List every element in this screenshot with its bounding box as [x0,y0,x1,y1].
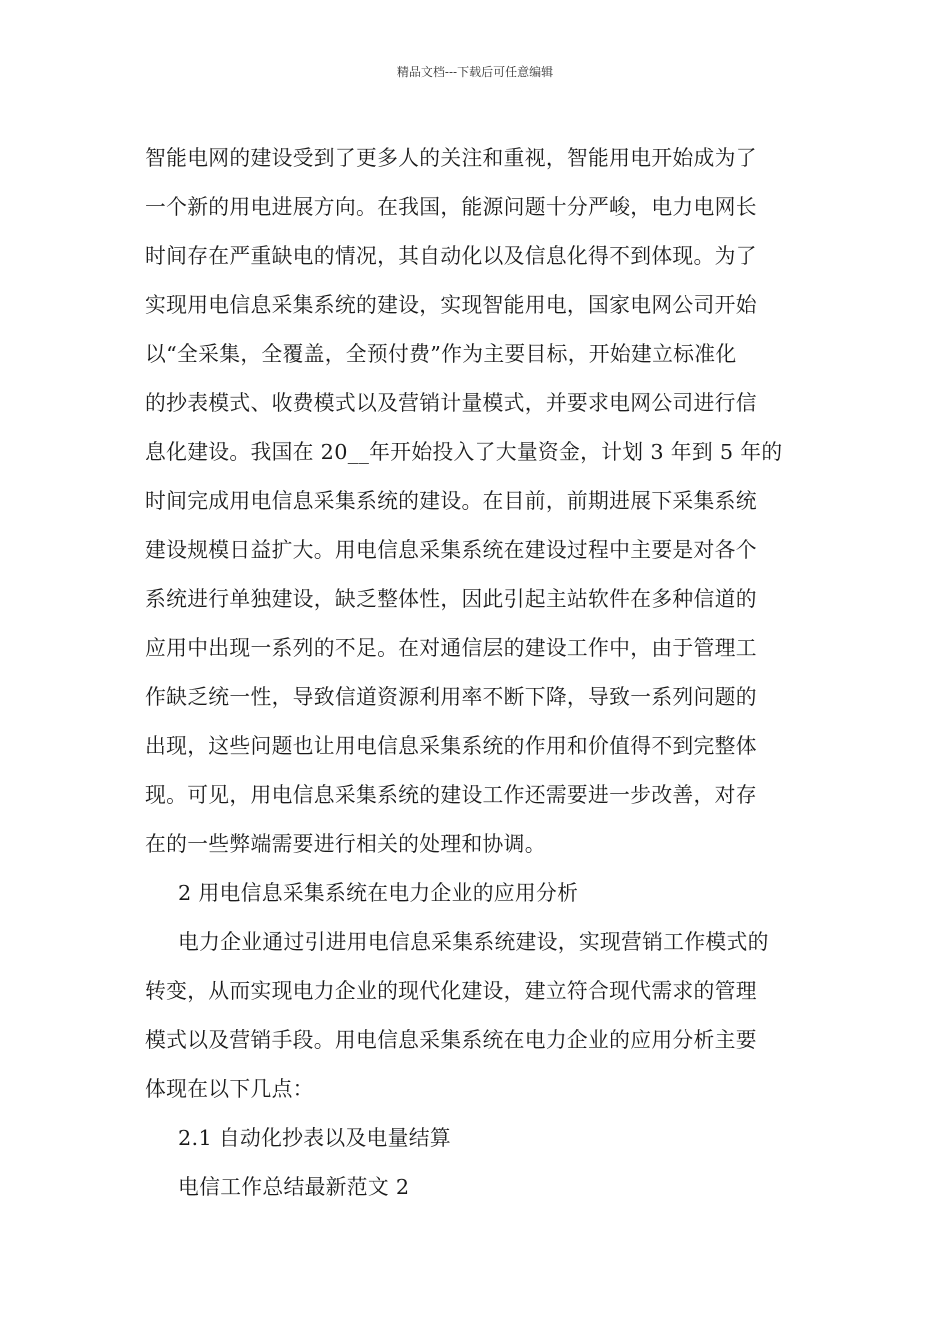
text-line: 智能电网的建设受到了更多人的关注和重视，智能用电开始成为了 [145,146,757,170]
document-body [145,134,805,1212]
text-line: 建设规模日益扩大。用电信息采集系统在建设过程中主要是对各个 [145,538,757,562]
text-line: 现。可见，用电信息采集系统的建设工作还需要进一步改善，对存 [145,783,757,807]
section-heading: 2 用电信息采集系统在电力企业的应用分析 [178,881,579,905]
paragraph-1 [145,134,805,869]
text-line: 的抄表模式、收费模式以及营销计量模式，并要求电网公司进行信 [145,391,757,415]
document-title-2: 电信工作总结最新范文 2 [178,1175,410,1199]
text-line: 在的一些弊端需要进行相关的处理和协调。 [145,832,546,856]
text-line: 一个新的用电进展方向。在我国，能源问题十分严峻，电力电网长 [145,195,757,219]
paragraph-2 [145,918,805,1114]
text-line: 出现，这些问题也让用电信息采集系统的作用和价值得不到完整体 [145,734,757,758]
text-line: 时间存在严重缺电的情况，其自动化以及信息化得不到体现。为了 [145,244,757,268]
page-header: 精品文档---下载后可任意编辑 [396,65,554,79]
text-line: 转变，从而实现电力企业的现代化建设，建立符合现代需求的管理 [145,979,757,1003]
text-line: 作缺乏统一性，导致信道资源利用率不断下降，导致一系列问题的 [145,685,757,709]
text-line: 息化建设。我国在 20__年开始投入了大量资金，计划 3 年到 5 年的 [145,440,783,464]
subsection-heading: 2.1 自动化抄表以及电量结算 [178,1126,451,1150]
text-line: 以“全采集，全覆盖，全预付费”作为主要目标，开始建立标准化 [145,342,737,366]
text-line: 实现用电信息采集系统的建设，实现智能用电，国家电网公司开始 [145,293,757,317]
text-line: 模式以及营销手段。用电信息采集系统在电力企业的应用分析主要 [145,1028,757,1052]
text-line: 应用中出现一系列的不足。在对通信层的建设工作中，由于管理工 [145,636,757,660]
text-line: 时间完成用电信息采集系统的建设。在目前，前期进展下采集系统 [145,489,757,513]
text-line: 电力企业通过引进用电信息采集系统建设，实现营销工作模式的 [178,930,769,954]
text-line: 系统进行单独建设，缺乏整体性，因此引起主站软件在多种信道的 [145,587,757,611]
text-line: 体现在以下几点： [145,1077,314,1101]
